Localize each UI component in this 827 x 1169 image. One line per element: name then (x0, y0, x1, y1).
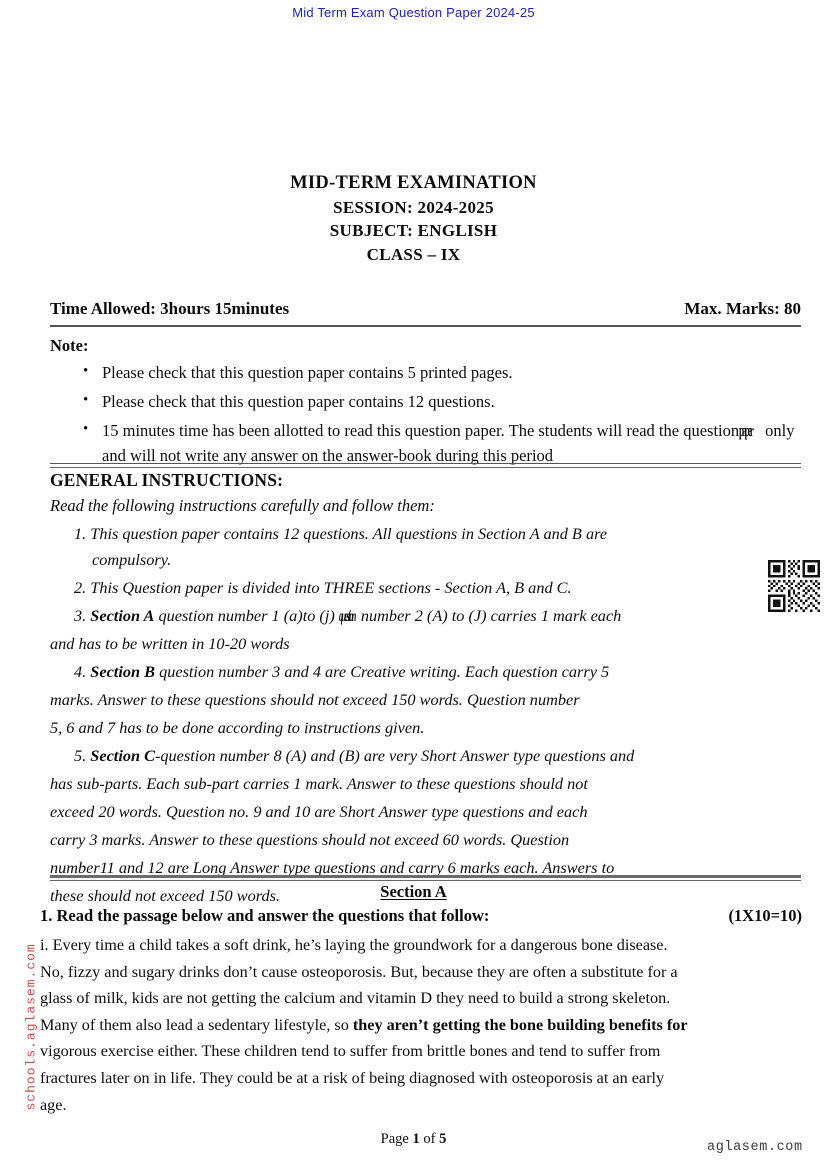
instruction-5-line4: carry 3 marks. Answer to these questions should not exceed 60 words. Question (50, 830, 570, 849)
question-1-text: 1. Read the passage below and answer the questions that follow: (40, 906, 490, 925)
watermark-corner: aglasem.com (707, 1140, 803, 1155)
note-item-text-tail: only and will not write any answer on the answer-book during this period (102, 421, 795, 465)
section-a-title (0, 882, 827, 902)
note-item (50, 360, 798, 385)
instruction-4-section-label: Section B (90, 662, 155, 681)
divider-above-section-a (50, 875, 801, 878)
exam-name: MID-TERM EXAMINATION (290, 173, 537, 193)
passage-line-emphasis: they aren’t getting the bone building benefits for (352, 1015, 688, 1034)
time-allowed: Time Allowed: 3hours 15minutes (50, 299, 290, 318)
note-heading: Note: (50, 336, 89, 355)
instruction-5-line6: these should not exceed 150 words. (50, 886, 281, 905)
instruction-4-number: 4. (74, 662, 87, 681)
page-footer (0, 1131, 827, 1148)
note-item-text: 15 minutes time has been allotted to read this question paper. The students will read the (102, 421, 680, 440)
instruction-5-line3: exceed 20 words. Question no. 9 and 10 are Short Answer type questions and each (50, 802, 588, 821)
passage-line: No, fizzy and sugary drinks don’t cause osteoporosis. But, because they are often a substitute for a (40, 962, 678, 981)
page-label-prefix: Page (380, 1131, 413, 1147)
overlapping-glyph-artifact: question (338, 606, 355, 625)
divider-under-meta (50, 325, 801, 327)
passage-line-part: Many of them also lead a sedentary lifestyle, so (40, 1015, 353, 1034)
instruction-5-section-label: Section C (90, 746, 155, 765)
section-a-label: Section A (380, 882, 447, 901)
qr-code-icon (768, 560, 820, 612)
instruction-5-text: -question number 8 (A) and (B) are very Short Answer type questions and (154, 746, 635, 765)
question-1-marks: (1X10=10) (728, 906, 802, 925)
divider-above-instructions-secondary (50, 467, 801, 468)
instruction-item-5 (50, 743, 780, 769)
bullet-icon: • (83, 363, 89, 379)
passage-line: fractures later on in life. They could be at a risk of being diagnosed with osteoporosis at an early (40, 1068, 665, 1087)
page-number: 1 (412, 1131, 420, 1147)
instruction-3-section-label: Section A (90, 606, 155, 625)
page-label-middle: of (419, 1131, 440, 1147)
note-item-text: Please check that this question paper contains 12 questions. (102, 392, 495, 411)
passage-line (40, 1012, 805, 1039)
overlapping-glyph-artifact: paper (739, 421, 752, 440)
note-item (50, 418, 798, 468)
exam-session: SESSION: 2024-2025 (333, 197, 494, 217)
instruction-3-text: question number 1 (a)to (j) (158, 606, 335, 625)
divider-above-instructions (50, 463, 801, 464)
passage-line: age. (40, 1095, 67, 1114)
instruction-item-1 (50, 521, 780, 573)
passage-line: i. Every time a child takes a soft drink, he’s laying the groundwork for a dangerous bone disease. (40, 936, 668, 954)
general-instructions-subheading: Read the following instructions carefully and follow them: (50, 496, 435, 515)
exam-subject: SUBJECT: ENGLISH (329, 221, 498, 240)
note-item-text-continued: question (683, 421, 740, 440)
exam-title-block (0, 172, 827, 266)
divider-above-section-a-secondary (50, 880, 801, 881)
exam-class: CLASS – IX (366, 244, 461, 264)
note-list (50, 360, 798, 472)
max-marks: Max. Marks: 80 (684, 299, 801, 318)
instruction-4-line2: marks. Answer to these questions should not exceed 150 words. Question number (50, 690, 580, 709)
passage-line: glass of milk, kids are not getting the calcium and vitamin D they need to build a strong skeleton. (40, 989, 671, 1008)
site-banner: Mid Term Exam Question Paper 2024-25 (292, 5, 535, 20)
instruction-item-4 (50, 659, 780, 685)
bullet-icon: • (83, 421, 89, 437)
instruction-4-line3: 5, 6 and 7 has to be done according to instructions given. (50, 718, 425, 737)
note-item (50, 389, 798, 414)
instruction-3-text-tail: number 2 (A) to (J) carries 1 mark each (360, 606, 622, 625)
instruction-5-number: 5. (74, 746, 87, 765)
instruction-item-2: 2. This Question paper is divided into THREE sections - Section A, B and C. (74, 578, 572, 597)
instruction-3-number: 3. (74, 606, 87, 625)
page-total: 5 (439, 1131, 447, 1147)
passage-line: vigorous exercise either. These children tend to suffer from brittle bones and tend to suffer from (40, 1042, 661, 1061)
instruction-5-line5: number11 and 12 are Long Answer type questions and carry 6 marks each. Answers to (50, 858, 615, 877)
note-item-text: Please check that this question paper contains 5 printed pages. (102, 363, 513, 382)
instruction-item-3 (50, 603, 780, 629)
bullet-icon: • (83, 392, 89, 408)
instruction-4-text: question number 3 and 4 are Creative writing. Each question carry 5 (159, 662, 610, 681)
instruction-1-text: 1. This question paper contains 12 questions. All questions in Section A and B are (74, 524, 608, 543)
reading-passage (40, 932, 805, 1118)
watermark-side: schools.aglasem.com (23, 943, 39, 1111)
instruction-item-3-continued: and has to be written in 10-20 words (50, 634, 290, 653)
general-instructions-list (50, 521, 780, 911)
question-1-row (40, 906, 802, 926)
instruction-1-continued: compulsory. (92, 550, 172, 569)
exam-meta-row (50, 299, 801, 319)
general-instructions-heading: GENERAL INSTRUCTIONS: (50, 470, 284, 490)
instruction-5-line2: has sub-parts. Each sub-part carries 1 mark. Answer to these questions should not (50, 774, 588, 793)
